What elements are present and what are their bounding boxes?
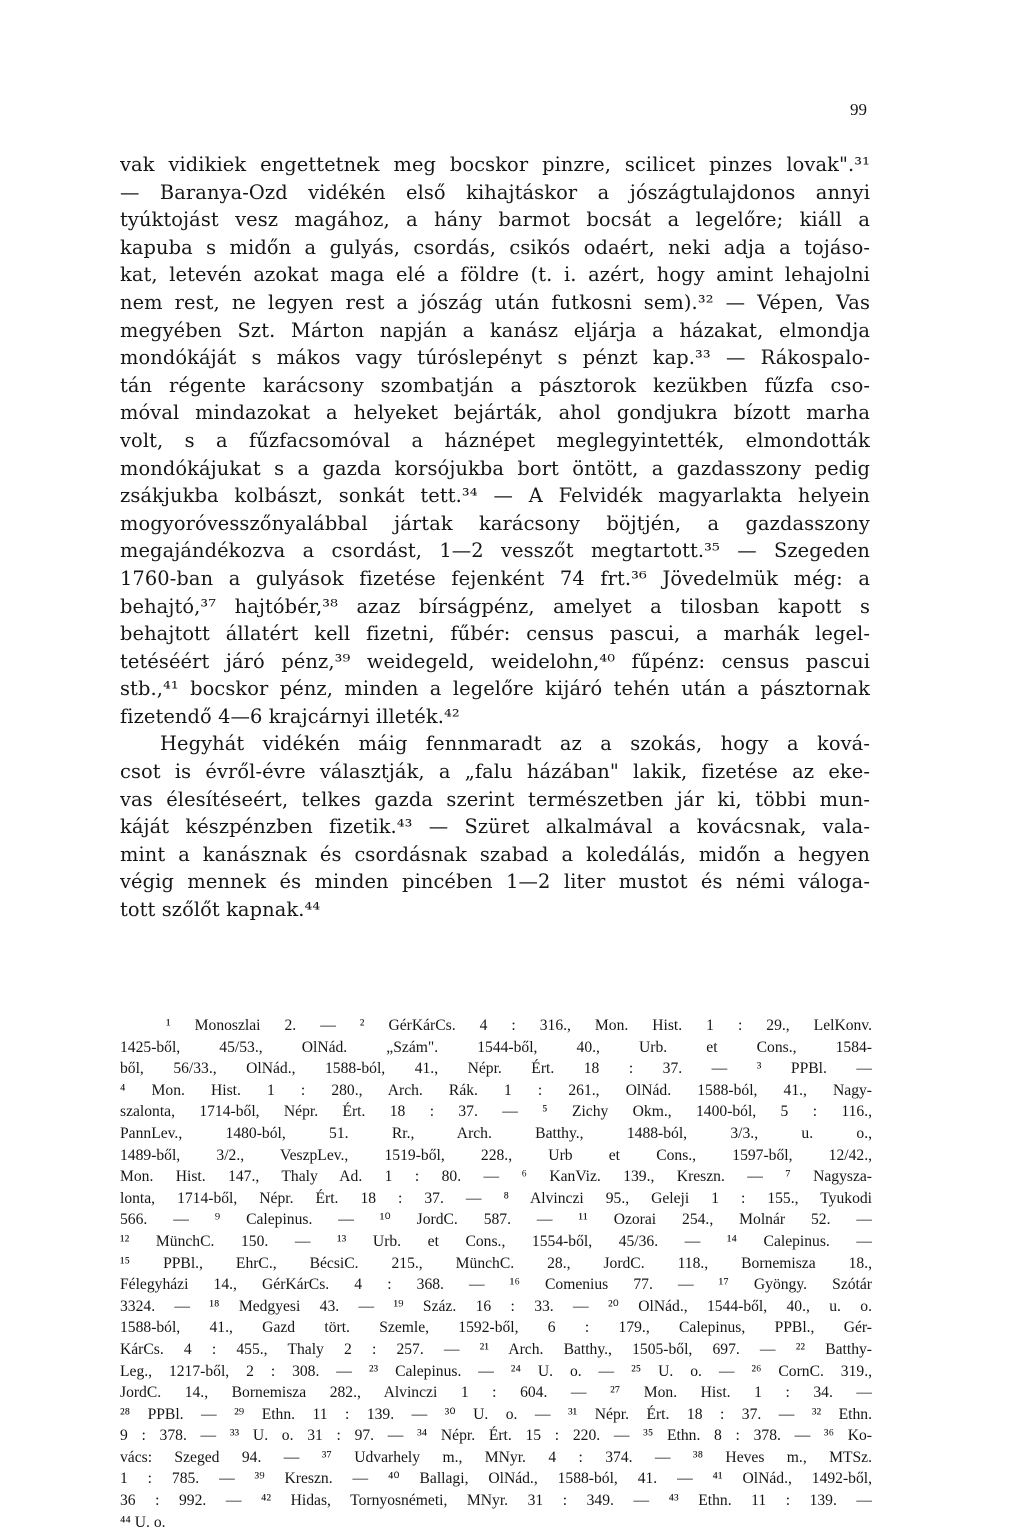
body-line: mondókáját s mákos vagy túróslepényt s pénzt kap.³³ — Rákospalo- <box>120 346 870 370</box>
footnote-line: Félegyházi 14., GérKárCs. 4 : 368. — ¹⁶ Comenius 77. — ¹⁷ Gyöngy. Szótár <box>120 1276 872 1294</box>
body-line: stb.,⁴¹ bocskor pénz, minden a legelőre kijáró tehén után a pásztornak <box>120 677 870 701</box>
body-line: vak vidikiek engettetnek meg bocskor pinzre, scilicet pinzes lovak".³¹ <box>120 153 870 176</box>
footnote-line: 1489-ből, 3/2., VeszpLev., 1519-ből, 228., Urb et Cons., 1597-ből, 12/42., <box>120 1146 872 1164</box>
footnote-line: 1588-ból, 41., Gazd tört. Szemle, 1592-ből, 6 : 179., Calepinus, PPBl., Gér- <box>120 1319 872 1337</box>
body-line: káját készpénzben fizetik.⁴³ — Szüret alkalmával a kovácsnak, vala- <box>120 815 870 839</box>
body-line: behajtó,³⁷ hajtóbér,³⁸ azaz bírságpénz, amelyet a tilosban kapott s <box>120 594 870 618</box>
body-line: mondókájukat s a gazda korsójukba bort öntött, a gazdasszony pedig <box>120 456 870 480</box>
body-line: vas élesítéseért, telkes gazda szerint természetben jár ki, többi mun- <box>120 787 870 811</box>
body-line: Hegyhát vidékén máig fennmaradt az a szokás, hogy a ková- <box>160 732 870 756</box>
body-line: végig mennek és minden pincében 1—2 liter mustot és némi váloga- <box>120 870 870 894</box>
footnote-line: vács: Szeged 94. — ³⁷ Udvarhely m., MNyr. 4 : 374. — ³⁸ Heves m., MTSz. <box>120 1448 872 1466</box>
body-line: behajtott állatért kell fizetni, fűbér: census pascui, a marhák legel- <box>120 622 870 646</box>
body-line: fizetendő 4—6 krajcárnyi illeték.⁴² <box>120 704 460 728</box>
footnote-line: ⁴ Mon. Hist. 1 : 280., Arch. Rák. 1 : 261., OlNád. 1588-ból, 41., Nagy- <box>120 1081 872 1099</box>
footnote-line: ¹⁵ PPBl., EhrC., BécsiC. 215., MünchC. 28., JordC. 118., Bornemisza 18., <box>120 1254 872 1272</box>
footnote-line: ¹² MünchC. 150. — ¹³ Urb. et Cons., 1554-ből, 45/36. — ¹⁴ Calepinus. — <box>120 1232 872 1250</box>
footnote-line: PannLev., 1480-ból, 51. Rr., Arch. Batthy., 1488-ból, 3/3., u. o., <box>120 1124 872 1142</box>
footnote-line: 1 : 785. — ³⁹ Kreszn. — ⁴⁰ Ballagi, OlNád., 1588-ból, 41. — ⁴¹ OlNád., 1492-ből, <box>120 1470 872 1488</box>
footnotes <box>120 1015 872 1533</box>
footnote-line: JordC. 14., Bornemisza 282., Alvinczi 1 : 604. — ²⁷ Mon. Hist. 1 : 34. — <box>120 1384 872 1402</box>
footnote-line: Leg., 1217-ből, 2 : 308. — ²³ Calepinus. — ²⁴ U. o. — ²⁵ U. o. — ²⁶ CornC. 319., <box>120 1362 872 1380</box>
footnote-line: ⁴⁴ U. o. <box>120 1513 166 1531</box>
body-line: nem rest, ne legyen rest a jószág után futkosni sem).³² — Vépen, Vas <box>120 290 870 314</box>
body-line: megyében Szt. Márton napján a kanász eljárja a házakat, elmondja <box>120 318 870 342</box>
body-line: — Baranya-Ozd vidékén első kihajtáskor a jószágtulajdonos annyi <box>120 180 870 204</box>
body-line: tott szőlőt kapnak.⁴⁴ <box>120 898 321 922</box>
body-line: tyúktojást vesz magához, a hány barmot bocsát a legelőre; kiáll a <box>120 208 870 232</box>
footnote-line: 566. — ⁹ Calepinus. — ¹⁰ JordC. 587. — ¹¹ Ozorai 254., Molnár 52. — <box>120 1211 872 1229</box>
footnote-line: KárCs. 4 : 455., Thaly 2 : 257. — ²¹ Arch. Batthy., 1505-ből, 697. — ²² Batthy- <box>120 1340 872 1358</box>
footnote-line: lonta, 1714-ből, Népr. Ért. 18 : 37. — ⁸ Alvinczi 95., Geleji 1 : 155., Tyukodi <box>120 1189 872 1207</box>
body-line: volt, s a fűzfacsomóval a háznépet meglegyintették, elmondották <box>120 428 870 452</box>
footnote-line: 36 : 992. — ⁴² Hidas, Tornyosnémeti, MNyr. 31 : 349. — ⁴³ Ethn. 11 : 139. — <box>120 1492 872 1510</box>
body-line: megajándékozva a csordást, 1—2 vesszőt megtartott.³⁵ — Szegeden <box>120 539 870 563</box>
body-line: kat, letevén azokat maga elé a földre (t. i. azért, hogy amint lehajolni <box>120 263 870 287</box>
body-line: tetéséért járó pénz,³⁹ weidegeld, weidelohn,⁴⁰ fűpénz: census pascui <box>120 649 870 673</box>
footnote-line: ²⁸ PPBl. — ²⁹ Ethn. 11 : 139. — ³⁰ U. o. — ³¹ Népr. Ért. 18 : 37. — ³² Ethn. <box>120 1405 872 1423</box>
footnote-line: ¹ Monoszlai 2. — ² GérKárCs. 4 : 316., Mon. Hist. 1 : 29., LelKonv. <box>166 1017 872 1034</box>
page-number: 99 <box>850 100 867 119</box>
body-line: mogyoróvesszőnyalábbal jártak karácsony böjtjén, a gazdasszony <box>120 511 870 535</box>
body-line: mint a kanásznak és csordásnak szabad a koledálás, midőn a hegyen <box>120 842 870 866</box>
body-line: móval mindazokat a helyeket bejárták, ahol gondjukra bízott marha <box>120 401 870 425</box>
footnote-line: 9 : 378. — ³³ U. o. 31 : 97. — ³⁴ Népr. Ért. 15 : 220. — ³⁵ Ethn. 8 : 378. — ³⁶ Ko- <box>120 1427 872 1445</box>
main-text <box>120 151 870 924</box>
footnote-line: 3324. — ¹⁸ Medgyesi 43. — ¹⁹ Száz. 16 : 33. — ²⁰ OlNád., 1544-ből, 40., u. o. <box>120 1297 872 1315</box>
footnote-line: szalonta, 1714-ből, Népr. Ért. 18 : 37. — ⁵ Zichy Okm., 1400-ból, 5 : 116., <box>120 1103 872 1121</box>
footnote-line: ből, 56/33., OlNád., 1588-ból, 41., Népr. Ért. 18 : 37. — ³ PPBl. — <box>120 1060 872 1078</box>
footnote-line: 1425-ből, 45/53., OlNád. „Szám". 1544-ből, 40., Urb. et Cons., 1584- <box>120 1038 872 1056</box>
body-line: zsákjukba kolbászt, sonkát tett.³⁴ — A Felvidék magyarlakta helyein <box>120 484 870 508</box>
body-line: tán régente karácsony szombatján a pásztorok kezükben fűzfa cso- <box>120 373 870 397</box>
footnote-line: Mon. Hist. 147., Thaly Ad. 1 : 80. — ⁶ KanViz. 139., Kreszn. — ⁷ Nagysza- <box>120 1168 872 1186</box>
body-line: kapuba s midőn a gulyás, csordás, csikós odaért, neki adja a tojáso- <box>120 235 870 259</box>
body-line: csot is évről-évre választják, a „falu házában" lakik, fizetése az eke- <box>120 760 870 784</box>
body-line: 1760-ban a gulyások fizetése fejenként 74 frt.³⁶ Jövedelmük még: a <box>120 566 870 590</box>
